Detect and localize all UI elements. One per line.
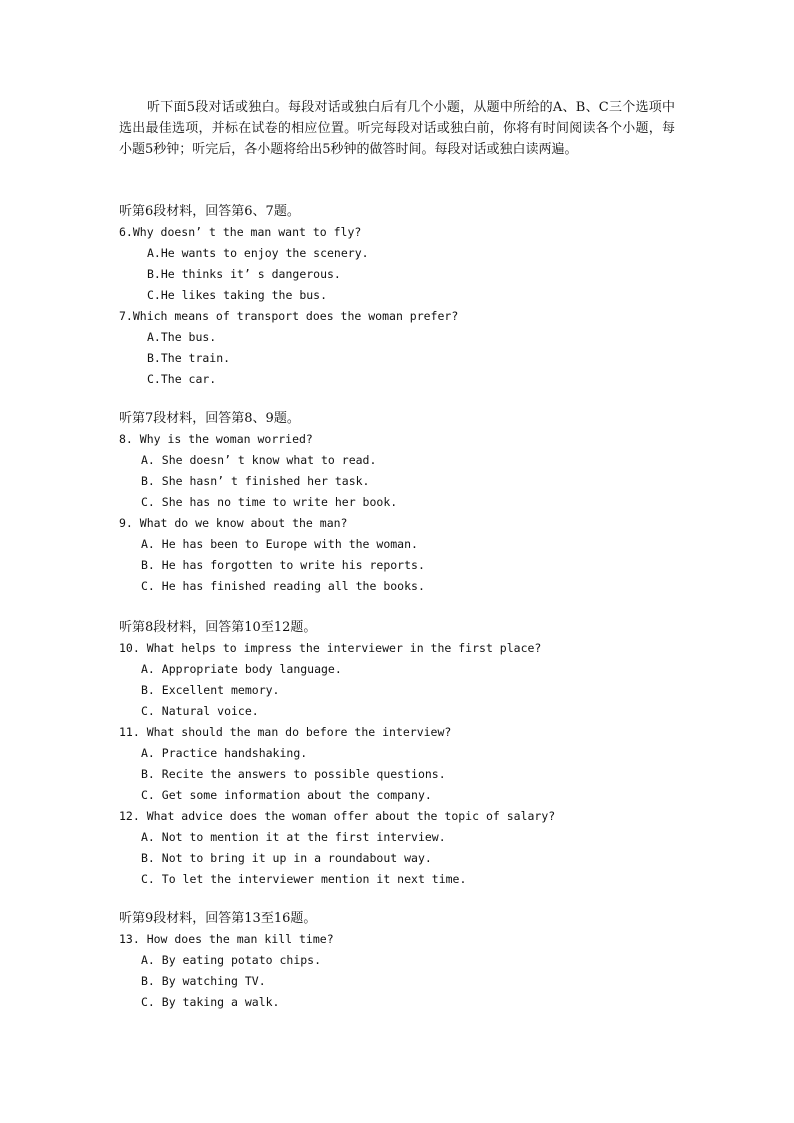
option-11b: B. Recite the answers to possible questions. [141,767,446,781]
question-10: 10. What helps to impress the interviewer in the first place? [119,641,542,655]
question-12: 12. What advice does the woman offer about the topic of salary? [119,809,556,823]
option-9b: B. He has forgotten to write his reports. [141,558,425,572]
option-11a: A. Practice handshaking. [141,746,308,760]
section-title: 听第8段材料，回答第10至12题。 [119,620,317,635]
question-13: 13. How does the man kill time? [119,932,334,946]
option-6a: A.He wants to enjoy the scenery. [147,246,369,260]
option-13b: B. By watching TV. [141,974,266,988]
section-material-9 [119,908,719,1013]
question-7: 7.Which means of transport does the woman prefer? [119,309,459,323]
section-title: 听第6段材料，回答第6、7题。 [119,204,300,219]
option-13c: C. By taking a walk. [141,995,280,1009]
option-7a: A.The bus. [147,330,217,344]
option-10a: A. Appropriate body language. [141,662,342,676]
section-material-8 [119,617,719,890]
option-8c: C. She has no time to write her book. [141,495,398,509]
option-12b: B. Not to bring it up in a roundabout way. [141,851,432,865]
option-12c: C. To let the interviewer mention it next time. [141,872,467,886]
option-9c: C. He has finished reading all the books. [141,579,425,593]
option-8a: A. She doesn’ t know what to read. [141,453,377,467]
question-9: 9. What do we know about the man? [119,516,348,530]
option-12a: A. Not to mention it at the first interview. [141,830,446,844]
option-6b: B.He thinks it’ s dangerous. [147,267,341,281]
option-6c: C.He likes taking the bus. [147,288,328,302]
question-6: 6.Why doesn’ t the man want to fly? [119,225,362,239]
section-material-6 [119,201,719,390]
option-7c: C.The car. [147,372,217,386]
section-title: 听第7段材料，回答第8、9题。 [119,411,300,426]
instructions-paragraph: 听下面5段对话或独白。每段对话或独白后有几个小题，从题中所给的A、B、C三个选项中选出最佳选项，并标在试卷的相应位置。听完每段对话或独白前，你将有时间阅读各个小题，每小题5秒钟；听完后，各小题将给出5秒钟的做答时间。每段对话或独白读两遍。 [119,100,675,157]
option-9a: A. He has been to Europe with the woman. [141,537,418,551]
option-10b: B. Excellent memory. [141,683,280,697]
option-11c: C. Get some information about the company. [141,788,432,802]
option-8b: B. She hasn’ t finished her task. [141,474,370,488]
option-10c: C. Natural voice. [141,704,259,718]
question-11: 11. What should the man do before the interview? [119,725,452,739]
section-title: 听第9段材料，回答第13至16题。 [119,911,317,926]
section-material-7 [119,408,719,597]
question-8: 8. Why is the woman worried? [119,432,313,446]
option-13a: A. By eating potato chips. [141,953,322,967]
option-7b: B.The train. [147,351,231,365]
